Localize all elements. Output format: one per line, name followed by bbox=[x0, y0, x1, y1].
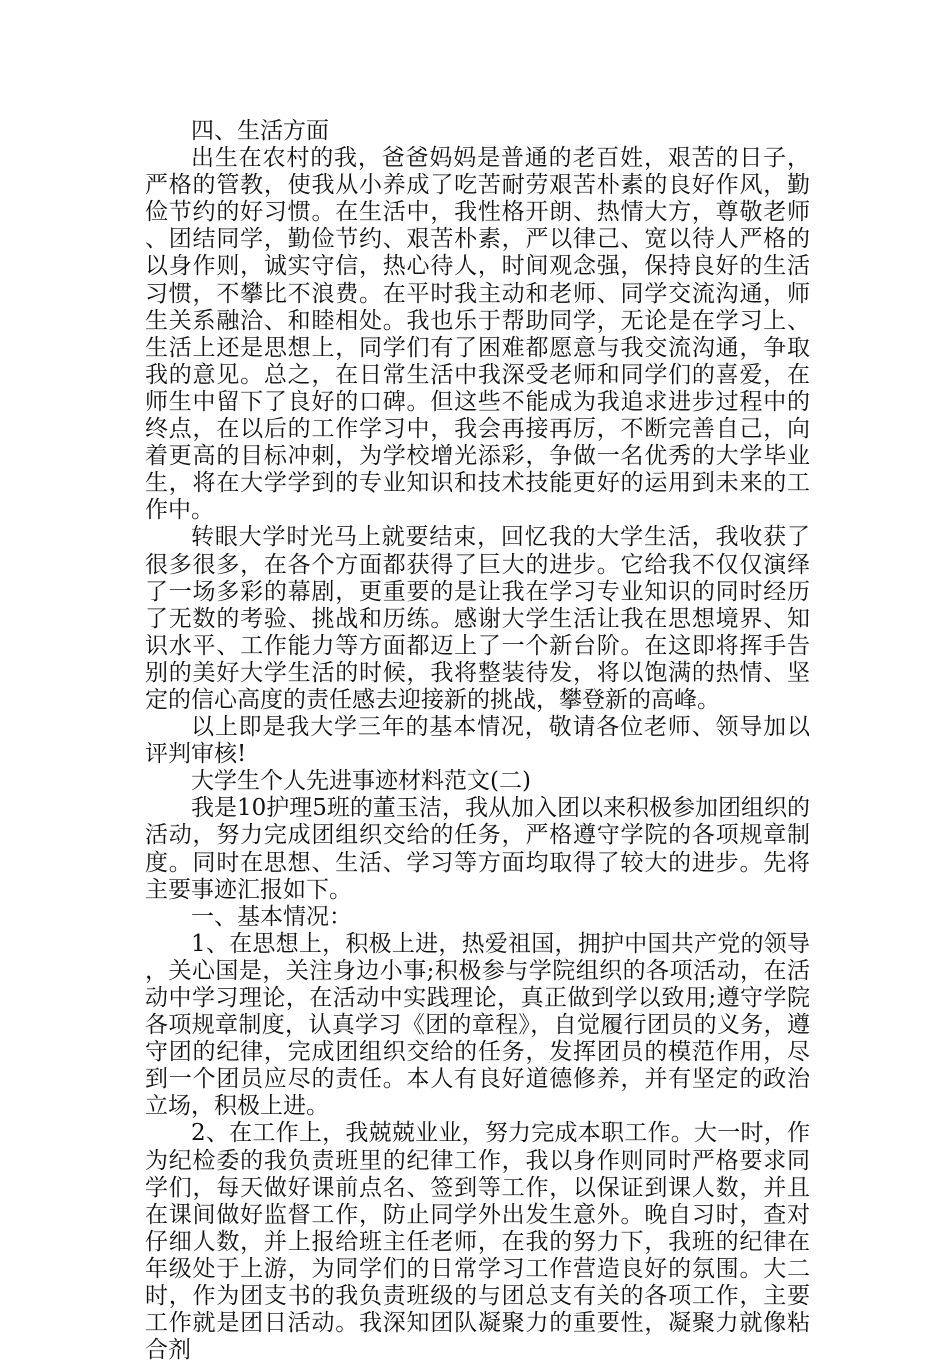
paragraph-thought: 1、在思想上，积极上进，热爱祖国，拥护中国共产党的领导，关心国是，关注身边小事;积极参与学院组织的各项活动，在活动中学习理论，在活动中实践理论，真正做到学以致用;遵守学院各项规章制度，认真学习《团的章程》，自觉履行团员的义务，遵守团的纪律，完成团组织交给的任务，发挥团员的模范作用，尽到一个团员应尽的责任。本人有良好道德修养，并有坚定的政治立场，积极上进。 bbox=[145, 930, 810, 1120]
sample-title-two: 大学生个人先进事迹材料范文(二) bbox=[191, 768, 531, 795]
section-heading-basic-info: 一、基本情况： bbox=[191, 903, 352, 930]
paragraph-closing-request: 以上即是我大学三年的基本情况，敬请各位老师、领导加以评判审核! bbox=[145, 714, 810, 768]
document-body bbox=[145, 118, 810, 1364]
paragraph-university-summary: 转眼大学时光马上就要结束，回忆我的大学生活，我收获了很多很多，在各个方面都获得了巨大的进步。它给我不仅仅演绎了一场多彩的幕剧，更重要的是让我在学习专业知识的同时经历了无数的考验、挑战和历练。感谢大学生活让我在思想境界、知识水平、工作能力等方面都迈上了一个新台阶。在这即将挥手告别的美好大学生活的时候，我将整装待发，将以饱满的热情、坚定的信心高度的责任感去迎接新的挑战，攀登新的高峰。 bbox=[145, 524, 810, 713]
section-heading-life: 四、生活方面 bbox=[191, 118, 329, 144]
paragraph-introduction: 我是10护理5班的董玉洁，我从加入团以来积极参加团组织的活动，努力完成团组织交给的任务，严格遵守学院的各项规章制度。同时在思想、生活、学习等方面均取得了较大的进步。先将主要事迹汇报如下。 bbox=[145, 795, 810, 903]
paragraph-life-details: 出生在农村的我，爸爸妈妈是普通的老百姓，艰苦的日子，严格的管教，使我从小养成了吃苦耐劳艰苦朴素的良好作风，勤俭节约的好习惯。在生活中，我性格开朗、热情大方，尊敬老师、团结同学，勤俭节约、艰苦朴素，严以律己、宽以待人严格的以身作则，诚实守信，热心待人，时间观念强，保持良好的生活习惯，不攀比不浪费。在平时我主动和老师、同学交流沟通，师生关系融洽、和睦相处。我也乐于帮助同学，无论是在学习上、生活上还是思想上，同学们有了困难都愿意与我交流沟通，争取我的意见。总之，在日常生活中我深受老师和同学们的喜爱，在师生中留下了良好的口碑。但这些不能成为我追求进步过程中的终点，在以后的工作学习中，我会再接再厉，不断完善自己，向着更高的目标冲刺，为学校增光添彩，争做一名优秀的大学毕业生，将在大学学到的专业知识和技术技能更好的运用到未来的工作中。 bbox=[145, 145, 810, 524]
paragraph-work: 2、在工作上，我兢兢业业，努力完成本职工作。大一时，作为纪检委的我负责班里的纪律工作，我以身作则同时严格要求同学们，每天做好课前点名、签到等工作，以保证到课人数，并且在课间做好监督工作，防止同学外出发生意外。晚自习时，查对仔细人数，并上报给班主任老师，在我的努力下，我班的纪律在年级处于上游，为同学们的日常学习工作营造良好的氛围。大二时，作为团支书的我负责班级的与团总支有关的各项工作，主要工作就是团日活动。我深知团队凝聚力的重要性，凝聚力就像粘合剂 bbox=[145, 1120, 810, 1364]
